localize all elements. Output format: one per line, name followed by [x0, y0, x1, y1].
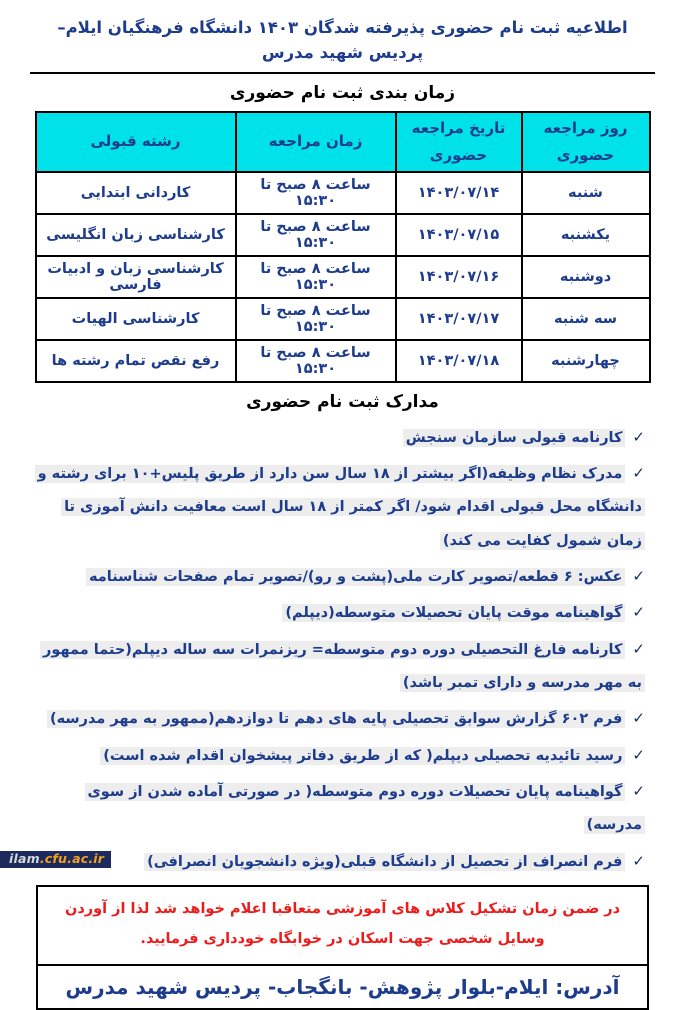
site-watermark — [0, 851, 111, 868]
table-header-row — [36, 112, 650, 172]
cell-major: رفع نقص تمام رشته ها — [36, 340, 236, 382]
cell-time: ساعت ۸ صبح تا ۱۵:۳۰ — [236, 256, 396, 298]
checkmark-icon: ✓ — [632, 566, 645, 585]
document-item-text: مدرک نظام وظیفه(اگر بیشتر از ۱۸ سال سن دارد از طریق پلیس+۱۰ برای رشته و دانشگاه محل قبولی اقدام شود/ اگر کمتر از ۱۸ سال است معافیت دانش آموزی تا زمان شمول کفایت می کند) — [35, 465, 645, 550]
list-item — [34, 559, 645, 594]
watermark-prefix: ilam — [9, 851, 40, 866]
document-item-text: عکس: ۶ قطعه/تصویر کارت ملی(پشت و رو)/تصویر تمام صفحات شناسنامه — [86, 568, 625, 586]
checkmark-icon: ✓ — [632, 427, 645, 446]
document-item-text: گواهینامه موقت پایان تحصیلات متوسطه(دیپلم) — [282, 604, 625, 622]
document-item-text: رسید تائیدیه تحصیلی دیپلم( که از طریق دفاتر پیشخوان اقدام شده است) — [100, 747, 625, 765]
list-item — [34, 632, 645, 701]
address-box: آدرس: ایلام-بلوار پژوهش- بانگجاب- پردیس شهید مدرس — [36, 964, 649, 1010]
header-time: زمان مراجعه — [236, 112, 396, 172]
document-item-text: کارنامه قبولی سازمان سنجش — [403, 429, 626, 447]
cell-major: کارشناسی الهیات — [36, 298, 236, 340]
table-row — [36, 214, 650, 256]
schedule-table — [35, 111, 651, 383]
list-item — [34, 844, 645, 879]
cell-day: سه شنبه — [522, 298, 650, 340]
checkmark-icon: ✓ — [632, 709, 645, 728]
documents-list — [34, 420, 645, 879]
list-item — [34, 456, 645, 558]
document-item-text: فرم ۶۰۲ گزارش سوابق تحصیلی پایه های دهم تا دوازدهم(ممهور به مهر مدرسه) — [47, 710, 625, 728]
list-item — [34, 701, 645, 736]
table-row — [36, 172, 650, 214]
table-row — [36, 298, 650, 340]
document-item-text: فرم انصراف از تحصیل از دانشگاه قبلی(ویژه دانشجویان انصرافی) — [144, 853, 625, 871]
cell-major: کارشناسی زبان و ادبیات فارسی — [36, 256, 236, 298]
cell-major: کاردانی ابتدایی — [36, 172, 236, 214]
header-date: تاریخ مراجعه حضوری — [396, 112, 522, 172]
cell-day: دوشنبه — [522, 256, 650, 298]
list-item — [34, 738, 645, 773]
cell-date: ۱۴۰۳/۰۷/۱۸ — [396, 340, 522, 382]
header-day: روز مراجعه حضوری — [522, 112, 650, 172]
page-title: اطلاعیه ثبت نام حضوری پذیرفته شدگان ۱۴۰۳ دانشگاه فرهنگیان ایلام– پردیس شهید مدرس — [57, 18, 628, 62]
checkmark-icon: ✓ — [632, 745, 645, 764]
document-item-text: کارنامه فارغ التحصیلی دوره دوم متوسطه= ریزنمرات سه ساله دیپلم(حتما ممهور به مهر مدرسه و دارای تمبر باشد) — [40, 641, 645, 692]
cell-major: کارشناسی زبان انگلیسی — [36, 214, 236, 256]
cell-date: ۱۴۰۳/۰۷/۱۵ — [396, 214, 522, 256]
schedule-section-heading: زمان بندی ثبت نام حضوری — [229, 82, 456, 103]
checkmark-icon: ✓ — [632, 463, 645, 482]
cell-day: چهارشنبه — [522, 340, 650, 382]
cell-time: ساعت ۸ صبح تا ۱۵:۳۰ — [236, 298, 396, 340]
documents-section-heading: مدارک ثبت نام حضوری — [246, 391, 439, 412]
cell-day: شنبه — [522, 172, 650, 214]
notice-box: در ضمن زمان تشکیل کلاس های آموزشی متعاقبا اعلام خواهد شد لذا از آوردن وسایل شخصی جهت اسکان در خوابگاه خودداری فرمایید. — [36, 885, 649, 966]
checkmark-icon: ✓ — [632, 639, 645, 658]
header-major: رشته قبولی — [36, 112, 236, 172]
cell-date: ۱۴۰۳/۰۷/۱۷ — [396, 298, 522, 340]
cell-time: ساعت ۸ صبح تا ۱۵:۳۰ — [236, 340, 396, 382]
cell-date: ۱۴۰۳/۰۷/۱۶ — [396, 256, 522, 298]
watermark-suffix: .cfu.ac.ir — [39, 851, 105, 866]
title-divider — [30, 72, 655, 74]
list-item — [34, 420, 645, 455]
list-item — [34, 774, 645, 843]
cell-time: ساعت ۸ صبح تا ۱۵:۳۰ — [236, 172, 396, 214]
document-item-text: گواهینامه پایان تحصیلات دوره دوم متوسطه( در صورتی آماده شدن از سوی مدرسه) — [85, 783, 646, 834]
checkmark-icon: ✓ — [632, 781, 645, 800]
table-row — [36, 340, 650, 382]
checkmark-icon: ✓ — [632, 603, 645, 622]
cell-time: ساعت ۸ صبح تا ۱۵:۳۰ — [236, 214, 396, 256]
table-row — [36, 256, 650, 298]
list-item — [34, 595, 645, 630]
cell-date: ۱۴۰۳/۰۷/۱۴ — [396, 172, 522, 214]
checkmark-icon: ✓ — [632, 851, 645, 870]
cell-day: یکشنبه — [522, 214, 650, 256]
